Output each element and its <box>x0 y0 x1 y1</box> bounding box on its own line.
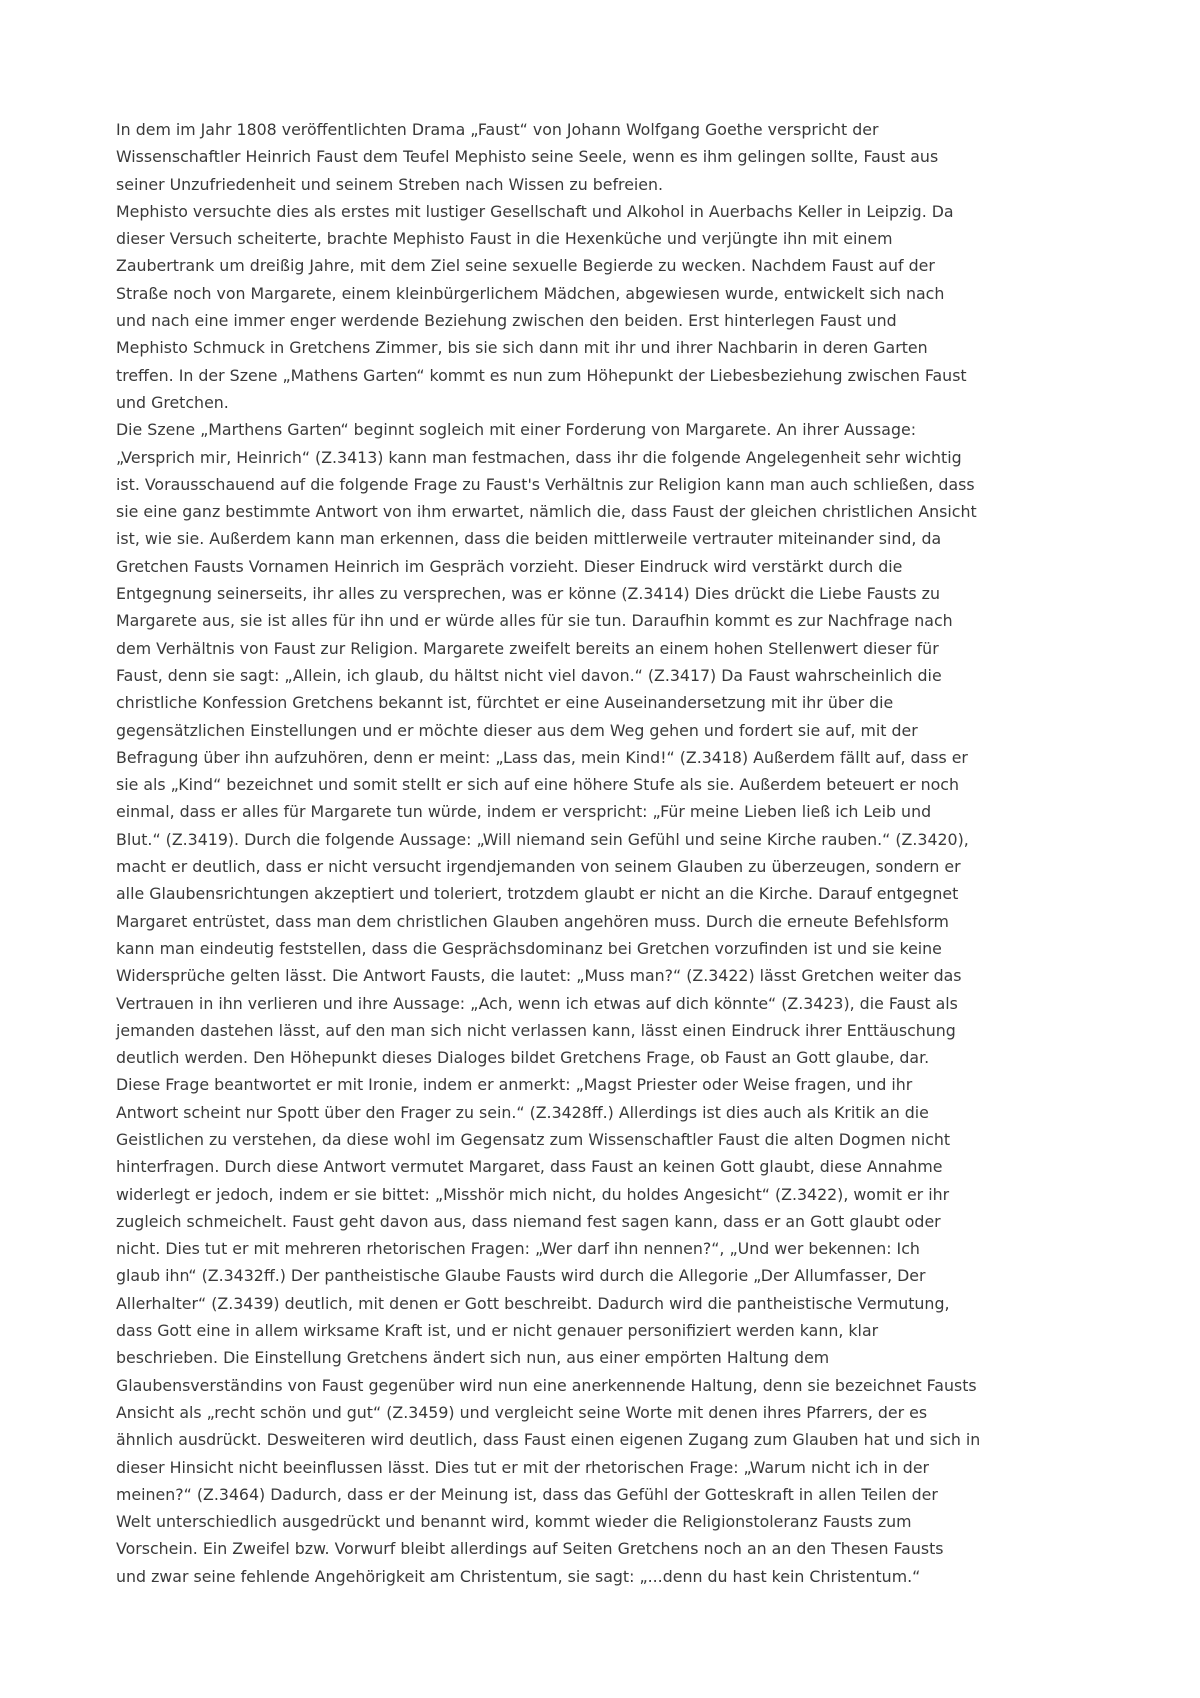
text-line: jemanden dastehen lässt, auf den man sich nicht verlassen kann, lässt einen Eindruck ihrer Enttäuschung <box>116 1020 956 1040</box>
text-line: „Versprich mir, Heinrich“ (Z.3413) kann man festmachen, dass ihr die folgende Angelegenheit sehr wichtig <box>116 447 962 467</box>
text-line: Wissenschaftler Heinrich Faust dem Teufel Mephisto seine Seele, wenn es ihm gelingen sollte, Faust aus <box>116 147 939 167</box>
text-line: widerlegt er jedoch, indem er sie bittet: „Misshör mich nicht, du holdes Angesicht“ (Z.3422), womit er ihr <box>116 1184 950 1204</box>
text-line: Widersprüche gelten lässt. Die Antwort Fausts, die lautet: „Muss man?“ (Z.3422) lässt Gretchen weiter das <box>116 966 962 986</box>
text-line: meinen?“ (Z.3464) Dadurch, dass er der Meinung ist, dass das Gefühl der Gotteskraft in allen Teilen der <box>116 1484 938 1504</box>
text-line: und nach eine immer enger werdende Beziehung zwischen den beiden. Erst hinterlegen Faust und <box>116 311 897 331</box>
text-line: Geistlichen zu verstehen, da diese wohl im Gegensatz zum Wissenschaftler Faust die alten Dogmen nicht <box>116 1129 951 1149</box>
text-line: Allerhalter“ (Z.3439) deutlich, mit denen er Gott beschreibt. Dadurch wird die pantheistische Vermutung, <box>116 1293 950 1313</box>
text-line: In dem im Jahr 1808 veröffentlichten Drama „Faust“ von Johann Wolfgang Goethe verspricht der <box>116 120 879 139</box>
text-line: Ansicht als „recht schön und gut“ (Z.3459) und vergleicht seine Worte mit denen ihres Pfarrers, der es <box>116 1402 928 1422</box>
text-line: nicht. Dies tut er mit mehreren rhetorischen Fragen: „Wer darf ihn nennen?“, „Und wer bekennen: Ich <box>116 1239 920 1259</box>
text-line: Glaubensverständins von Faust gegenüber wird nun eine anerkennende Haltung, denn sie bezeichnet Fausts <box>116 1375 977 1395</box>
text-line: treffen. In der Szene „Mathens Garten“ kommt es nun zum Höhepunkt der Liebesbeziehung zwischen Faust <box>116 365 967 385</box>
text-line: Zaubertrank um dreißig Jahre, mit dem Ziel seine sexuelle Begierde zu wecken. Nachdem Faust auf der <box>116 256 935 276</box>
text-line: alle Glaubensrichtungen akzeptiert und toleriert, trotzdem glaubt er nicht an die Kirche. Darauf entgegnet <box>116 884 959 904</box>
text-line: christliche Konfession Gretchens bekannt ist, fürchtet er eine Auseinandersetzung mit ihr über die <box>116 693 894 713</box>
text-line: ist, wie sie. Außerdem kann man erkennen, dass die beiden mittlerweile vertrauter miteinander sind, da <box>116 529 942 549</box>
text-line: dieser Versuch scheiterte, brachte Mephisto Faust in die Hexenküche und verjüngte ihn mit einem <box>116 229 893 249</box>
text-line: Die Szene „Marthens Garten“ beginnt sogleich mit einer Forderung von Margarete. An ihrer Aussage: <box>116 420 917 440</box>
text-line: ist. Vorausschauend auf die folgende Frage zu Faust's Verhältnis zur Religion kann man auch schließen, dass <box>116 474 975 494</box>
text-line: dieser Hinsicht nicht beeinflussen lässt. Dies tut er mit der rhetorischen Frage: „Warum nicht ich in der <box>116 1457 930 1477</box>
text-line: Entgegnung seinerseits, ihr alles zu versprechen, was er könne (Z.3414) Dies drückt die Liebe Fausts zu <box>116 584 940 604</box>
text-line: Welt unterschiedlich ausgedrückt und benannt wird, kommt wieder die Religionstoleranz Fausts zum <box>116 1512 912 1532</box>
text-line: Gretchen Fausts Vornamen Heinrich im Gespräch vorzieht. Dieser Eindruck wird verstärkt durch die <box>116 556 903 576</box>
text-line: hinterfragen. Durch diese Antwort vermutet Margaret, dass Faust an keinen Gott glaubt, diese Annahme <box>116 1157 943 1177</box>
text-line: Befragung über ihn aufzuhören, denn er meint: „Lass das, mein Kind!“ (Z.3418) Außerdem fällt auf, dass er <box>116 747 968 767</box>
text-line: einmal, dass er alles für Margarete tun würde, indem er verspricht: „Für meine Lieben ließ ich Leib und <box>116 802 932 822</box>
text-line: Vertrauen in ihn verlieren und ihre Aussage: „Ach, wenn ich etwas auf dich könnte“ (Z.3423), die Faust als <box>116 993 958 1013</box>
text-line: glaub ihn“ (Z.3432ff.) Der pantheistische Glaube Fausts wird durch die Allegorie „Der Allumfasser, Der <box>116 1266 926 1286</box>
text-line: Diese Frage beantwortet er mit Ironie, indem er anmerkt: „Magst Priester oder Weise fragen, und ihr <box>116 1075 913 1095</box>
text-line: zugleich schmeichelt. Faust geht davon aus, dass niemand fest sagen kann, dass er an Gott glaubt oder <box>116 1211 941 1231</box>
text-line: kann man eindeutig feststellen, dass die Gesprächsdominanz bei Gretchen vorzufinden ist und sie keine <box>116 938 942 958</box>
text-line: seiner Unzufriedenheit und seinem Streben nach Wissen zu befreien. <box>116 174 664 194</box>
text-line: Blut.“ (Z.3419). Durch die folgende Aussage: „Will niemand sein Gefühl und seine Kirche rauben.“ (Z.3420), <box>116 829 969 849</box>
text-line: Margaret entrüstet, dass man dem christlichen Glauben angehören muss. Durch die erneute Befehlsform <box>116 911 949 931</box>
text-line: beschrieben. Die Einstellung Gretchens ändert sich nun, aus einer empörten Haltung dem <box>116 1348 830 1368</box>
text-line: sie als „Kind“ bezeichnet und somit stellt er sich auf eine höhere Stufe als sie. Außerdem beteuert er noch <box>116 775 959 795</box>
text-line: dass Gott eine in allem wirksame Kraft ist, und er nicht genauer personifiziert werden kann, klar <box>116 1321 879 1341</box>
text-line: Faust, denn sie sagt: „Allein, ich glaub, du hältst nicht viel davon.“ (Z.3417) Da Faust wahrscheinlich die <box>116 665 942 685</box>
text-line: deutlich werden. Den Höhepunkt dieses Dialoges bildet Gretchens Frage, ob Faust an Gott glaube, dar. <box>116 1048 930 1068</box>
text-line: Mephisto versuchte dies als erstes mit lustiger Gesellschaft und Alkohol in Auerbachs Keller in Leipzig. Da <box>116 201 954 221</box>
text-line: und zwar seine fehlende Angehörigkeit am Christentum, sie sagt: „...denn du hast kein Christentum.“ <box>116 1566 921 1586</box>
text-line: Vorschein. Ein Zweifel bzw. Vorwurf bleibt allerdings auf Seiten Gretchens noch an an den Thesen Fausts <box>116 1539 944 1559</box>
text-line: und Gretchen. <box>116 392 229 412</box>
text-line: Margarete aus, sie ist alles für ihn und er würde alles für sie tun. Daraufhin kommt es zur Nachfrage nach <box>116 611 953 631</box>
body-text <box>116 116 1096 1590</box>
text-line: ähnlich ausdrückt. Desweiteren wird deutlich, dass Faust einen eigenen Zugang zum Glauben hat und sich in <box>116 1430 981 1450</box>
text-line: Straße noch von Margarete, einem kleinbürgerlichem Mädchen, abgewiesen wurde, entwickelt sich nach <box>116 283 945 303</box>
text-line: dem Verhältnis von Faust zur Religion. Margarete zweifelt bereits an einem hohen Stellenwert dieser für <box>116 638 939 658</box>
text-line: Mephisto Schmuck in Gretchens Zimmer, bis sie sich dann mit ihr und ihrer Nachbarin in deren Garten <box>116 338 928 358</box>
text-line: sie eine ganz bestimmte Antwort von ihm erwartet, nämlich die, dass Faust der gleichen christlichen Ansicht <box>116 502 977 522</box>
text-line: macht er deutlich, dass er nicht versucht irgendjemanden von seinem Glauben zu überzeugen, sondern er <box>116 857 961 877</box>
text-line: gegensätzlichen Einstellungen und er möchte dieser aus dem Weg gehen und fordert sie auf, mit der <box>116 720 918 740</box>
text-line: Antwort scheint nur Spott über den Frager zu sein.“ (Z.3428ff.) Allerdings ist dies auch als Kritik an die <box>116 1102 929 1122</box>
